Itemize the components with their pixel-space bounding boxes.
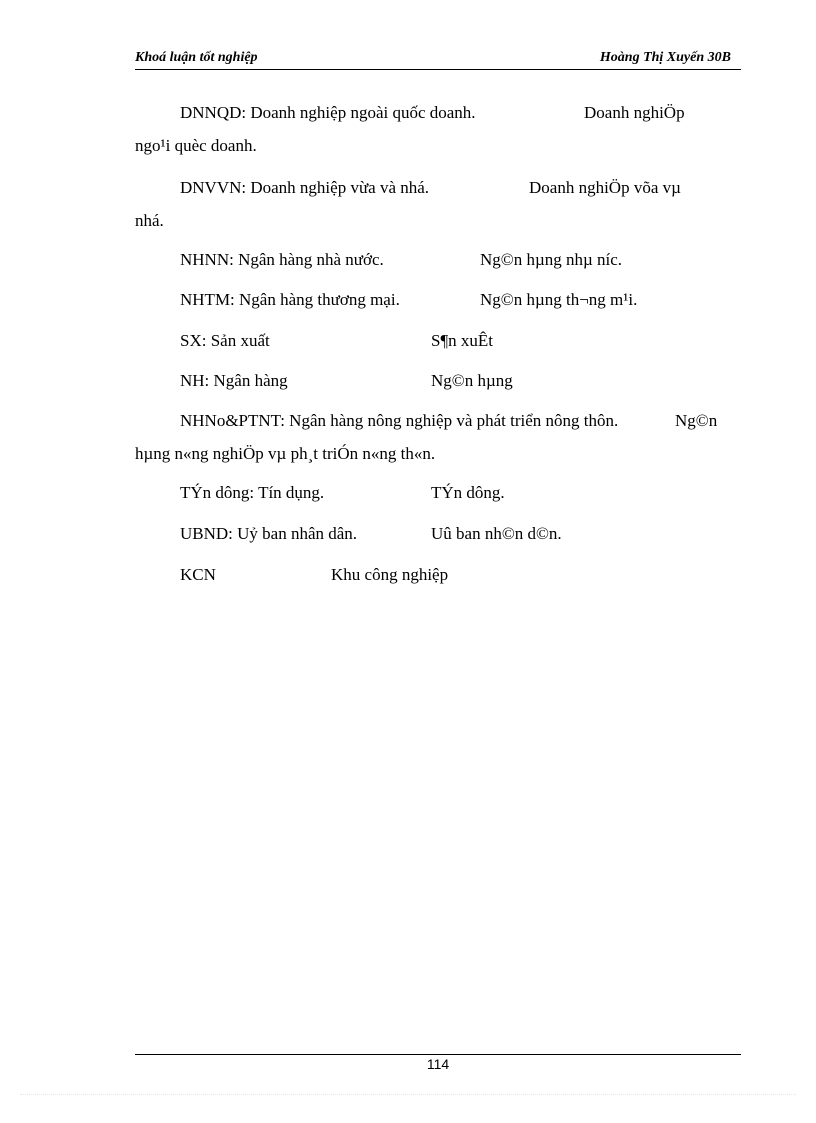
abbreviation-entry bbox=[135, 564, 735, 585]
abbreviation-entry bbox=[135, 177, 735, 231]
abbreviation-entry bbox=[135, 482, 735, 503]
entry-legacy-continuation: hµng n«ng nghiÖp vµ ph¸t triÓn n«ng th«n. bbox=[135, 444, 436, 463]
entry-unicode-text: SX: Sản xuất bbox=[180, 331, 270, 350]
page-header bbox=[135, 49, 741, 70]
entry-legacy-text: Uû ban nh©n d©n. bbox=[431, 524, 562, 543]
header-thesis-title: Khoá luận tốt nghiệp bbox=[135, 50, 258, 65]
entry-legacy-continuation: ngo¹i quèc doanh. bbox=[135, 136, 257, 155]
abbreviation-entry bbox=[135, 102, 735, 156]
entry-legacy-text: Khu công nghiệp bbox=[331, 565, 449, 584]
entry-legacy-continuation: nhá. bbox=[135, 211, 164, 230]
header-author: Hoàng Thị Xuyến 30B bbox=[599, 50, 731, 65]
entry-legacy-text: Doanh nghiÖp bbox=[584, 103, 685, 122]
entry-unicode-text: DNVVN: Doanh nghiệp vừa và nhá. bbox=[180, 178, 430, 197]
entry-unicode-text: DNNQD: Doanh nghiệp ngoài quốc doanh. bbox=[180, 103, 476, 122]
entry-unicode-text: UBND: Uỷ ban nhân dân. bbox=[180, 524, 358, 543]
entry-legacy-text: Ng©n hµng bbox=[431, 371, 513, 390]
abbreviation-entry bbox=[135, 330, 735, 351]
entry-unicode-text: KCN bbox=[180, 565, 216, 584]
page-bottom-edge bbox=[20, 1094, 796, 1095]
entry-legacy-text: Ng©n hµng nhµ níc. bbox=[480, 250, 623, 269]
entry-unicode-text: TÝn dông: Tín dụng. bbox=[180, 483, 325, 502]
footer-rule bbox=[135, 1054, 741, 1055]
entry-unicode-text: NHTM: Ngân hàng thương mại. bbox=[180, 290, 400, 309]
abbreviation-entry bbox=[135, 523, 735, 544]
abbreviation-entry bbox=[135, 289, 735, 310]
abbreviation-entry bbox=[135, 249, 735, 270]
entry-legacy-text: TÝn dông. bbox=[431, 483, 505, 502]
entry-legacy-text: Ng©n hµng th¬ng m¹i. bbox=[480, 290, 638, 309]
abbreviation-entry bbox=[135, 370, 735, 391]
entry-unicode-text: NHNN: Ngân hàng nhà nước. bbox=[180, 250, 384, 269]
entry-legacy-text: Ng©n bbox=[675, 411, 718, 430]
page-number: 114 bbox=[426, 1056, 450, 1072]
entry-legacy-text: S¶n xuÊt bbox=[431, 331, 494, 350]
entry-legacy-text: Doanh nghiÖp võa vµ bbox=[529, 178, 681, 197]
abbreviation-entry bbox=[135, 410, 735, 464]
entry-unicode-text: NH: Ngân hàng bbox=[180, 371, 288, 390]
entry-unicode-text: NHNo&PTNT: Ngân hàng nông nghiệp và phát triển nông thôn. bbox=[180, 411, 619, 430]
